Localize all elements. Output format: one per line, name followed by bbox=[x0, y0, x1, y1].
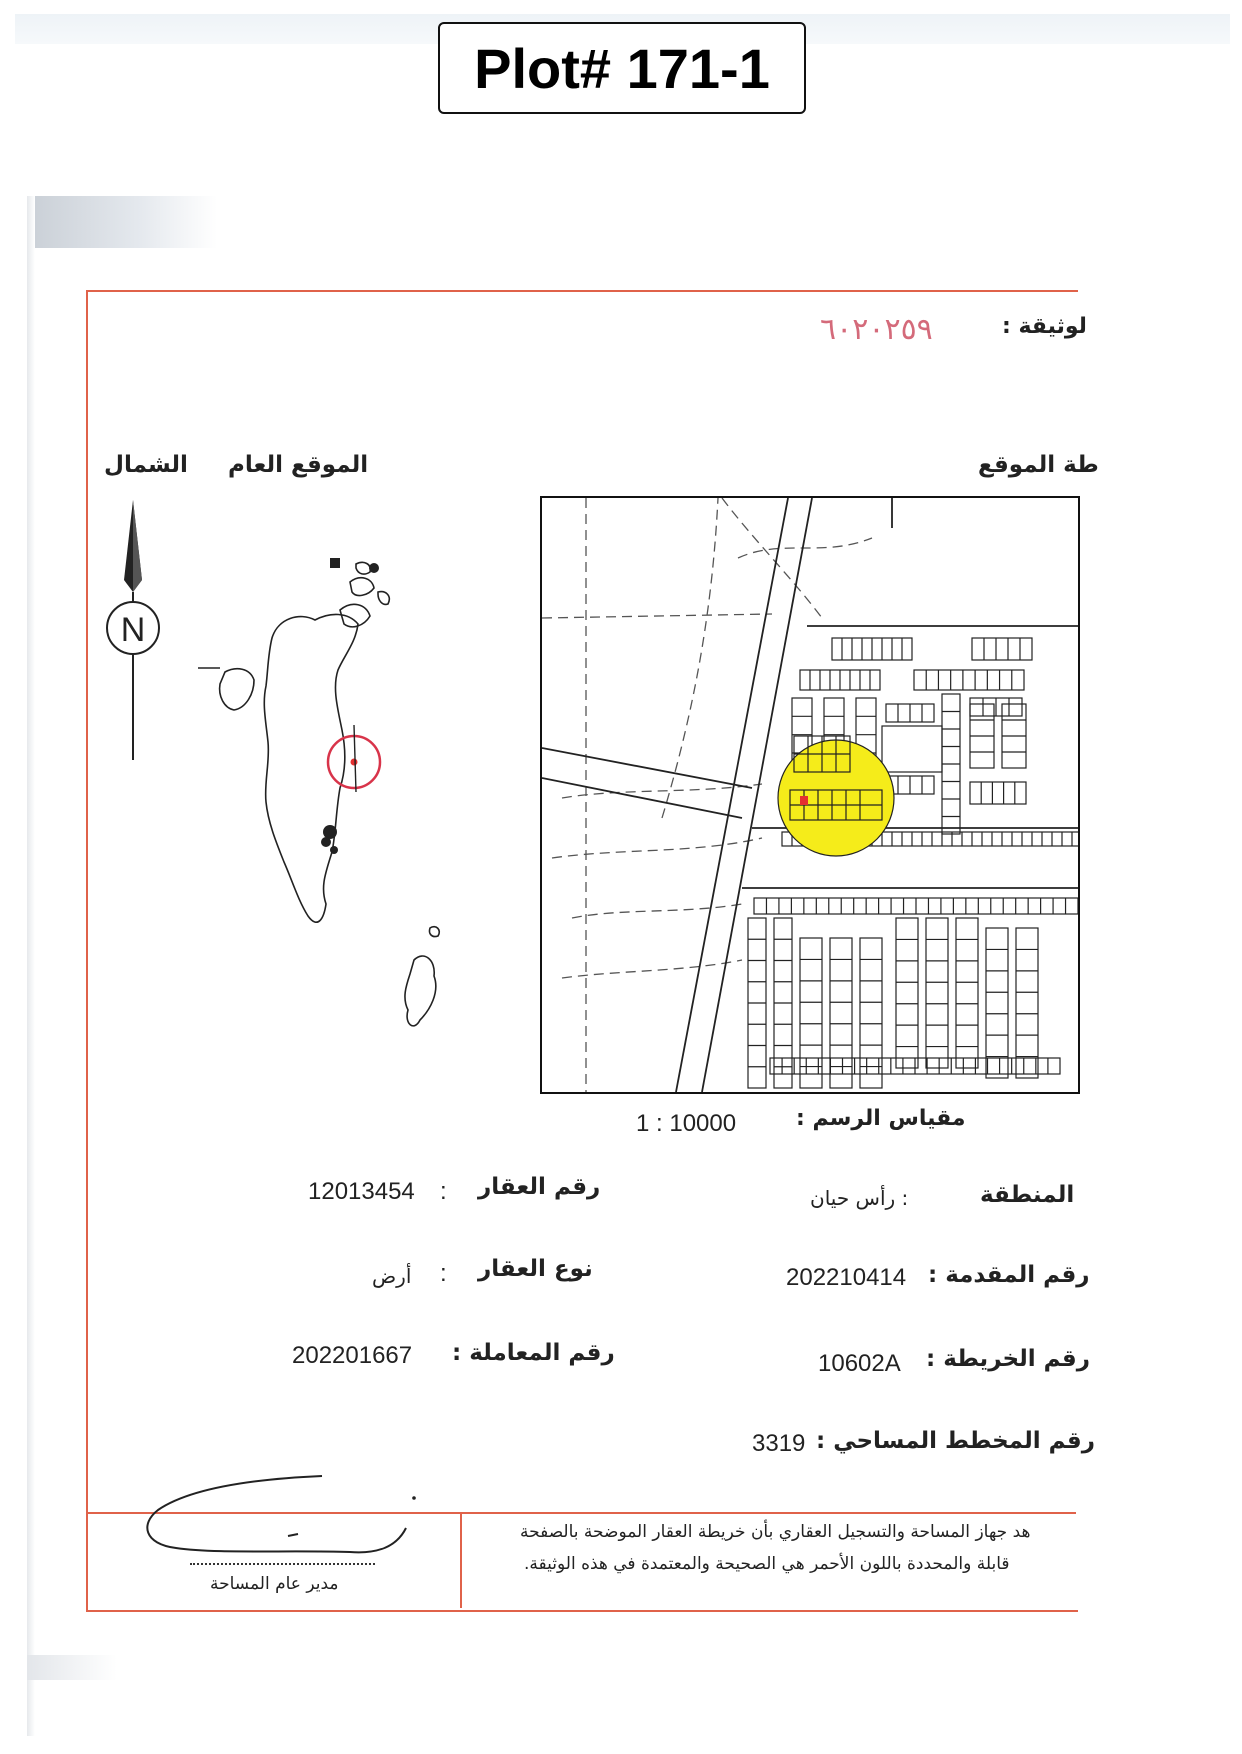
region-value: : رأس حيان bbox=[810, 1186, 909, 1210]
scale-value: 1 : 10000 bbox=[636, 1110, 737, 1137]
signatory-title: مدير عام المساحة bbox=[210, 1574, 339, 1594]
property-type-colon: : bbox=[440, 1260, 447, 1287]
application-number-value: 202210414 bbox=[786, 1264, 907, 1291]
certification-line-1: هد جهاز المساحة والتسجيل العقاري بأن خريطة العقار الموضحة بالصفحة bbox=[520, 1522, 1031, 1542]
property-number-label: رقم العقار bbox=[478, 1174, 601, 1200]
north-arrow-icon bbox=[100, 496, 166, 778]
transaction-number-label: رقم المعاملة : bbox=[452, 1340, 615, 1366]
property-number-value: 12013454 bbox=[308, 1178, 415, 1205]
overview-map-bahrain bbox=[180, 520, 480, 1060]
certification-line-2: قابلة والمحددة باللون الأحمر هي الصحيحة والمعتمدة في هذه الوثيقة. bbox=[524, 1554, 1010, 1574]
document-number-label: لوثيقة : bbox=[1002, 314, 1087, 339]
general-location-title: الموقع العام bbox=[228, 452, 369, 478]
signature-mark bbox=[136, 1470, 436, 1566]
location-dot bbox=[351, 759, 358, 766]
footer-vertical-divider bbox=[460, 1512, 462, 1608]
site-map-frame bbox=[540, 496, 1080, 1094]
scan-shadow-left bbox=[27, 196, 35, 1736]
site-map-title: طة الموقع bbox=[978, 452, 1099, 478]
transaction-number-value: 202201667 bbox=[292, 1342, 413, 1369]
property-number-colon: : bbox=[440, 1178, 447, 1205]
north-letter: N bbox=[120, 611, 146, 649]
survey-plan-label: رقم المخطط المساحي : bbox=[816, 1428, 1095, 1454]
region-label: المنطقة bbox=[980, 1182, 1075, 1208]
property-type-value: أرض bbox=[372, 1264, 412, 1288]
plot-number-box bbox=[438, 22, 806, 114]
property-type-label: نوع العقار bbox=[478, 1256, 593, 1282]
scan-shadow-top bbox=[27, 196, 217, 248]
map-number-value: 10602A bbox=[818, 1350, 901, 1377]
north-title: الشمال bbox=[104, 452, 188, 478]
map-number-label: رقم الخريطة : bbox=[926, 1346, 1090, 1372]
scan-shadow-bottom bbox=[27, 1655, 117, 1680]
document-number-handwritten: ٦٠٢٠٢٥٩ bbox=[820, 312, 933, 347]
application-number-label: رقم المقدمة : bbox=[928, 1262, 1090, 1288]
plot-marker bbox=[800, 796, 808, 805]
signature-line bbox=[190, 1563, 375, 1565]
plot-number-label: Plot# 171-1 bbox=[474, 36, 770, 100]
survey-plan-value: 3319 bbox=[752, 1430, 806, 1457]
site-map bbox=[542, 498, 1078, 1092]
scale-label: مقياس الرسم : bbox=[796, 1106, 966, 1131]
